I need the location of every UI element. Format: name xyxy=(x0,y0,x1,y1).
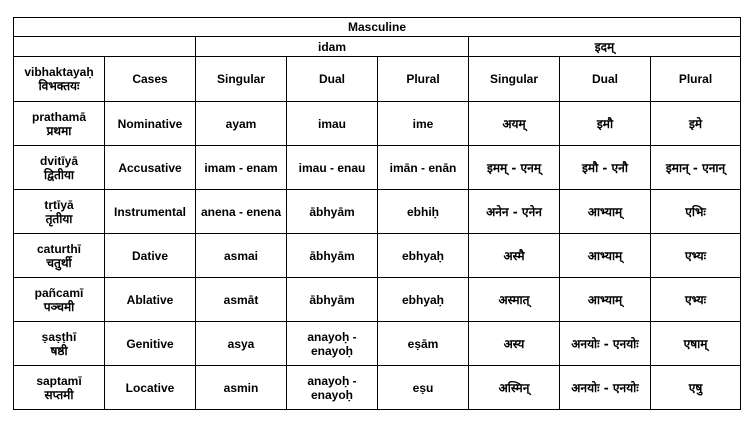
case-name-cell: Genitive xyxy=(105,322,196,366)
singular-devanagari-cell: अस्मात् xyxy=(469,278,560,322)
vibhakti-cell xyxy=(14,102,105,146)
dual-latin-cell: ābhyām xyxy=(287,278,378,322)
table-row xyxy=(14,102,741,146)
plural-latin-cell: ebhyaḥ xyxy=(378,278,469,322)
singular-latin-cell: asya xyxy=(196,322,287,366)
dual-latin-cell: imau - enau xyxy=(287,146,378,190)
vibhakti-devanagari: षष्ठी xyxy=(50,343,68,358)
dual-devanagari-cell: आभ्याम् xyxy=(560,278,651,322)
table-row xyxy=(14,366,741,410)
vibhakti-devanagari: पञ्चमी xyxy=(43,299,75,314)
vibhakti-cell xyxy=(14,190,105,234)
plural-devanagari-cell: एभ्यः xyxy=(651,278,741,322)
table-row xyxy=(14,190,741,234)
header-singular-latin: Singular xyxy=(196,57,287,102)
dual-devanagari-cell: आभ्याम् xyxy=(560,190,651,234)
singular-devanagari-cell: अस्मिन् xyxy=(469,366,560,410)
header-cases: Cases xyxy=(105,57,196,102)
singular-latin-cell: asmai xyxy=(196,234,287,278)
vibhakti-cell xyxy=(14,322,105,366)
vibhakti-devanagari: चतुर्थी xyxy=(46,255,72,270)
group-empty-cell xyxy=(14,37,196,57)
vibhakti-latin: prathamā xyxy=(31,109,87,124)
case-name-cell: Accusative xyxy=(105,146,196,190)
group-header-devanagari: इदम् xyxy=(469,37,741,57)
dual-latin-cell: anayoḥ - enayoḥ xyxy=(287,322,378,366)
vibhakti-devanagari: सप्तमी xyxy=(44,387,74,402)
vibhakti-cell xyxy=(14,234,105,278)
case-name-cell: Dative xyxy=(105,234,196,278)
vibhakti-latin: dvitīyā xyxy=(39,153,78,168)
dual-latin-cell: ābhyām xyxy=(287,234,378,278)
group-header-latin: idam xyxy=(196,37,469,57)
singular-devanagari-cell: अयम् xyxy=(469,102,560,146)
vibhakti-devanagari: प्रथमा xyxy=(46,123,72,138)
plural-latin-cell: imān - enān xyxy=(378,146,469,190)
table-title: Masculine xyxy=(14,18,741,37)
dual-devanagari-cell: अनयोः - एनयोः xyxy=(560,366,651,410)
header-vibhakti xyxy=(14,57,105,102)
case-name-cell: Ablative xyxy=(105,278,196,322)
dual-latin-cell: anayoḥ - enayoḥ xyxy=(287,366,378,410)
plural-devanagari-cell: इमान् - एनान् xyxy=(651,146,741,190)
singular-devanagari-cell: अस्मै xyxy=(469,234,560,278)
plural-latin-cell: eṣām xyxy=(378,322,469,366)
declension-table xyxy=(13,17,741,410)
vibhakti-latin: saptamī xyxy=(36,373,82,388)
case-name-cell: Nominative xyxy=(105,102,196,146)
plural-devanagari-cell: एभिः xyxy=(651,190,741,234)
dual-devanagari-cell: इमौ - एनौ xyxy=(560,146,651,190)
singular-latin-cell: asmin xyxy=(196,366,287,410)
header-dual-devanagari: Dual xyxy=(560,57,651,102)
dual-devanagari-cell: आभ्याम् xyxy=(560,234,651,278)
table-row xyxy=(14,322,741,366)
singular-latin-cell: asmāt xyxy=(196,278,287,322)
plural-devanagari-cell: एषु xyxy=(651,366,741,410)
singular-latin-cell: imam - enam xyxy=(196,146,287,190)
vibhakti-latin: pañcamī xyxy=(34,285,84,300)
case-name-cell: Instrumental xyxy=(105,190,196,234)
table-row xyxy=(14,278,741,322)
vibhakti-latin: ṣaṣṭhī xyxy=(41,329,77,344)
singular-devanagari-cell: अस्य xyxy=(469,322,560,366)
table-row xyxy=(14,234,741,278)
vibhakti-cell xyxy=(14,278,105,322)
dual-devanagari-cell: इमौ xyxy=(560,102,651,146)
dual-latin-cell: imau xyxy=(287,102,378,146)
vibhakti-latin: caturthī xyxy=(36,241,81,256)
dual-latin-cell: ābhyām xyxy=(287,190,378,234)
plural-devanagari-cell: इमे xyxy=(651,102,741,146)
vibhakti-devanagari: द्वितीया xyxy=(43,167,75,182)
table-row xyxy=(14,146,741,190)
vibhakti-latin: tṛtīyā xyxy=(44,197,74,212)
header-vibhakti-latin: vibhaktayaḥ xyxy=(24,65,94,79)
vibhakti-devanagari: तृतीया xyxy=(45,211,73,226)
case-name-cell: Locative xyxy=(105,366,196,410)
header-plural-latin: Plural xyxy=(378,57,469,102)
singular-devanagari-cell: इमम् - एनम् xyxy=(469,146,560,190)
singular-latin-cell: anena - enena xyxy=(196,190,287,234)
plural-latin-cell: ebhyaḥ xyxy=(378,234,469,278)
singular-latin-cell: ayam xyxy=(196,102,287,146)
vibhakti-cell xyxy=(14,366,105,410)
singular-devanagari-cell: अनेन - एनेन xyxy=(469,190,560,234)
header-vibhakti-devanagari: विभक्तयः xyxy=(38,79,80,93)
header-singular-devanagari: Singular xyxy=(469,57,560,102)
dual-devanagari-cell: अनयोः - एनयोः xyxy=(560,322,651,366)
vibhakti-cell xyxy=(14,146,105,190)
plural-latin-cell: ime xyxy=(378,102,469,146)
plural-latin-cell: ebhiḥ xyxy=(378,190,469,234)
plural-devanagari-cell: एभ्यः xyxy=(651,234,741,278)
header-dual-latin: Dual xyxy=(287,57,378,102)
plural-latin-cell: eṣu xyxy=(378,366,469,410)
header-plural-devanagari: Plural xyxy=(651,57,741,102)
plural-devanagari-cell: एषाम् xyxy=(651,322,741,366)
declension-table-container xyxy=(13,17,741,410)
